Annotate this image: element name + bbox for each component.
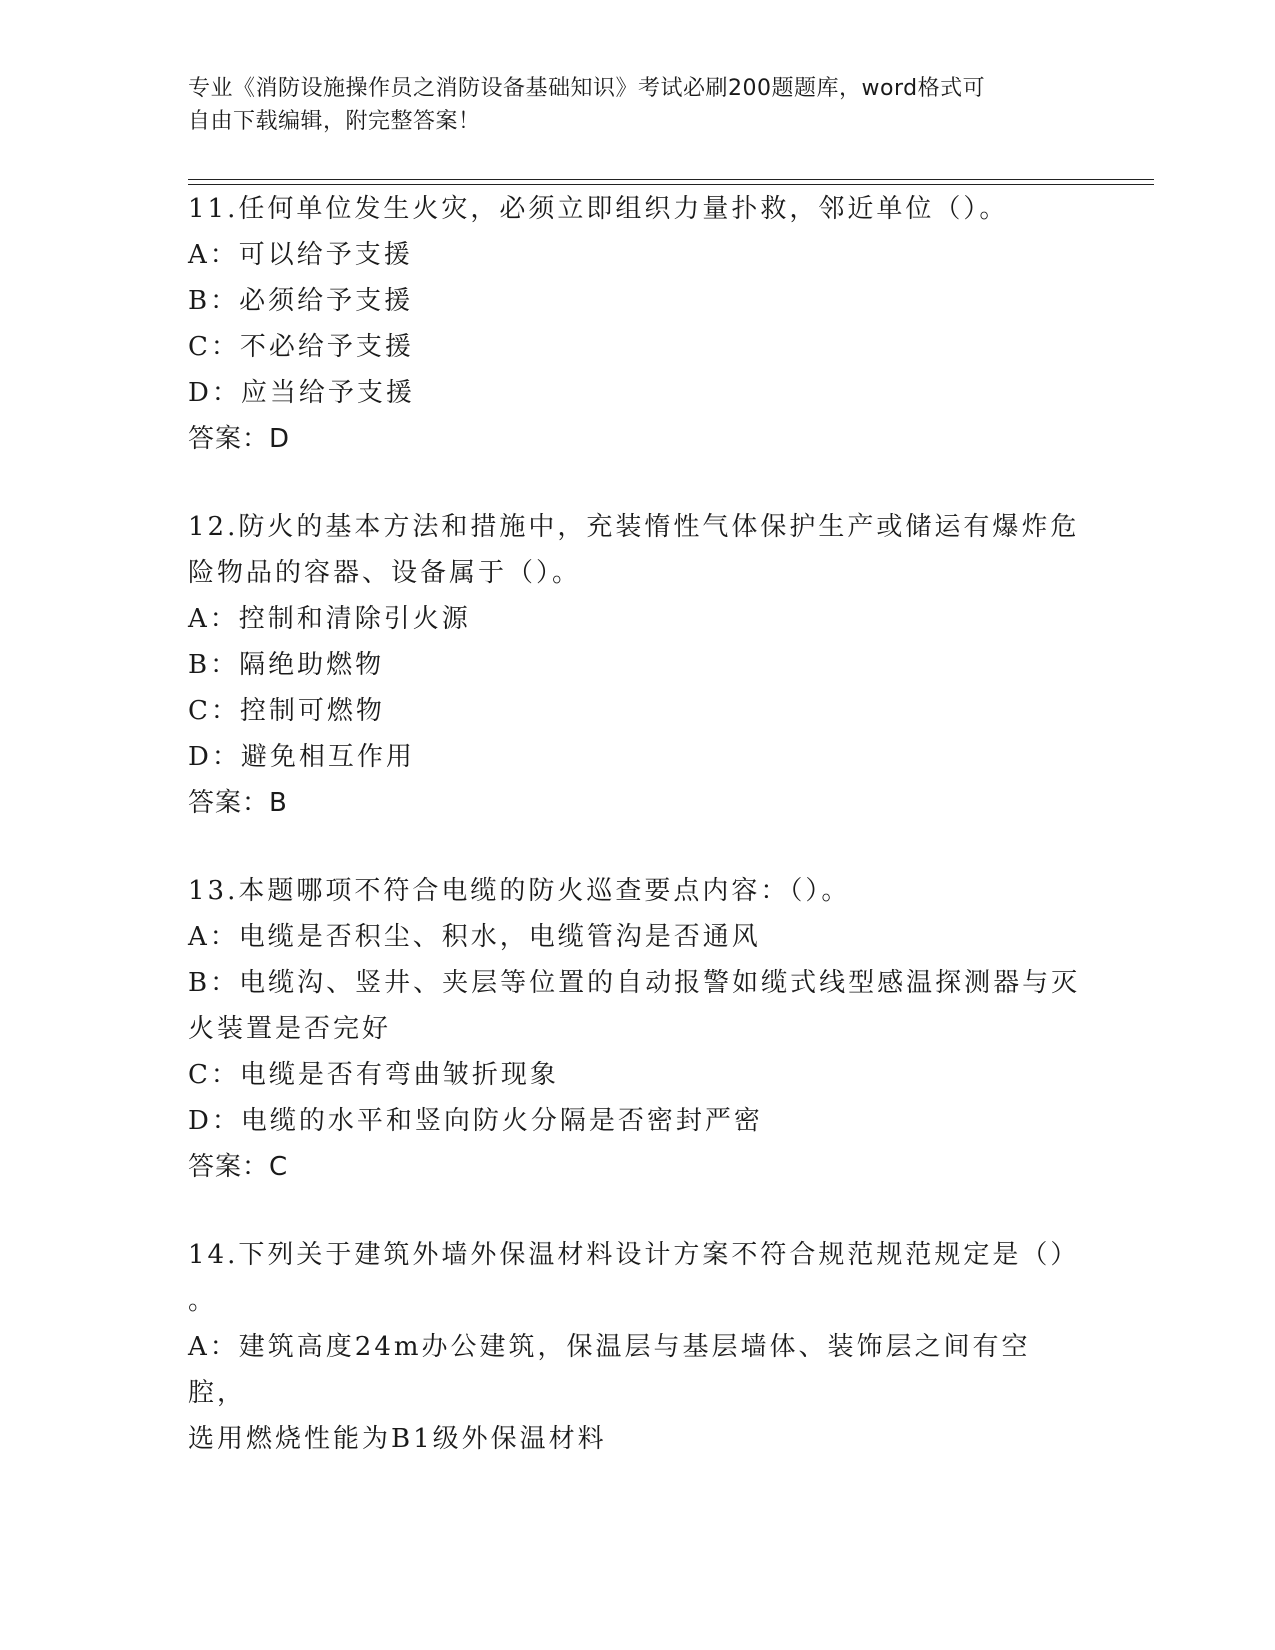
- question-stem-continued: 。: [188, 1286, 218, 1316]
- option-a: A：控制和清除引火源: [188, 604, 471, 634]
- answer: 答案：D: [188, 424, 291, 454]
- question-12: [188, 504, 1088, 826]
- header-divider-bottom: [188, 184, 1154, 185]
- option-b: B：电缆沟、竖井、夹层等位置的自动报警如缆式线型感温探测器与灭: [188, 968, 1081, 998]
- document-header: [188, 72, 1068, 138]
- question-stem: 12.防火的基本方法和措施中，充装惰性气体保护生产或储运有爆炸危: [188, 512, 1080, 542]
- question-stem: 13.本题哪项不符合电缆的防火巡查要点内容：（）。: [188, 876, 851, 906]
- option-a: A：可以给予支援: [188, 240, 413, 270]
- question-11: [188, 186, 1088, 462]
- option-c: C：控制可燃物: [188, 696, 385, 726]
- option-d: D：避免相互作用: [188, 742, 415, 772]
- answer: 答案：B: [188, 788, 288, 818]
- question-13: [188, 868, 1088, 1190]
- answer: 答案：C: [188, 1152, 289, 1182]
- header-line-1: 专业《消防设施操作员之消防设备基础知识》考试必刷200题题库，word格式可: [188, 76, 986, 101]
- option-a: A：电缆是否积尘、积水，电缆管沟是否通风: [188, 922, 761, 952]
- option-d: D：电缆的水平和竖向防火分隔是否密封严密: [188, 1106, 763, 1136]
- option-c: C：不必给予支援: [188, 332, 414, 362]
- question-stem-continued: 险物品的容器、设备属于（）。: [188, 558, 582, 588]
- question-list: [188, 186, 1088, 1504]
- question-stem: 11.任何单位发生火灾，必须立即组织力量扑救，邻近单位（）。: [188, 194, 1009, 224]
- question-stem: 14.下列关于建筑外墙外保温材料设计方案不符合规范规范规定是（）: [188, 1240, 1080, 1270]
- header-line-2: 自由下载编辑，附完整答案！: [188, 109, 481, 134]
- option-c: C：电缆是否有弯曲皱折现象: [188, 1060, 559, 1090]
- option-a: A：建筑高度24m办公建筑，保温层与基层墙体、装饰层之间有空腔，: [188, 1332, 1031, 1408]
- option-b: B：隔绝助燃物: [188, 650, 385, 680]
- option-b: B：必须给予支援: [188, 286, 414, 316]
- question-14: [188, 1232, 1088, 1462]
- option-b-continued: 火装置是否完好: [188, 1014, 392, 1044]
- option-a-continued: 选用燃烧性能为B1级外保温材料: [188, 1424, 607, 1454]
- option-d: D：应当给予支援: [188, 378, 415, 408]
- header-divider-top: [188, 179, 1154, 180]
